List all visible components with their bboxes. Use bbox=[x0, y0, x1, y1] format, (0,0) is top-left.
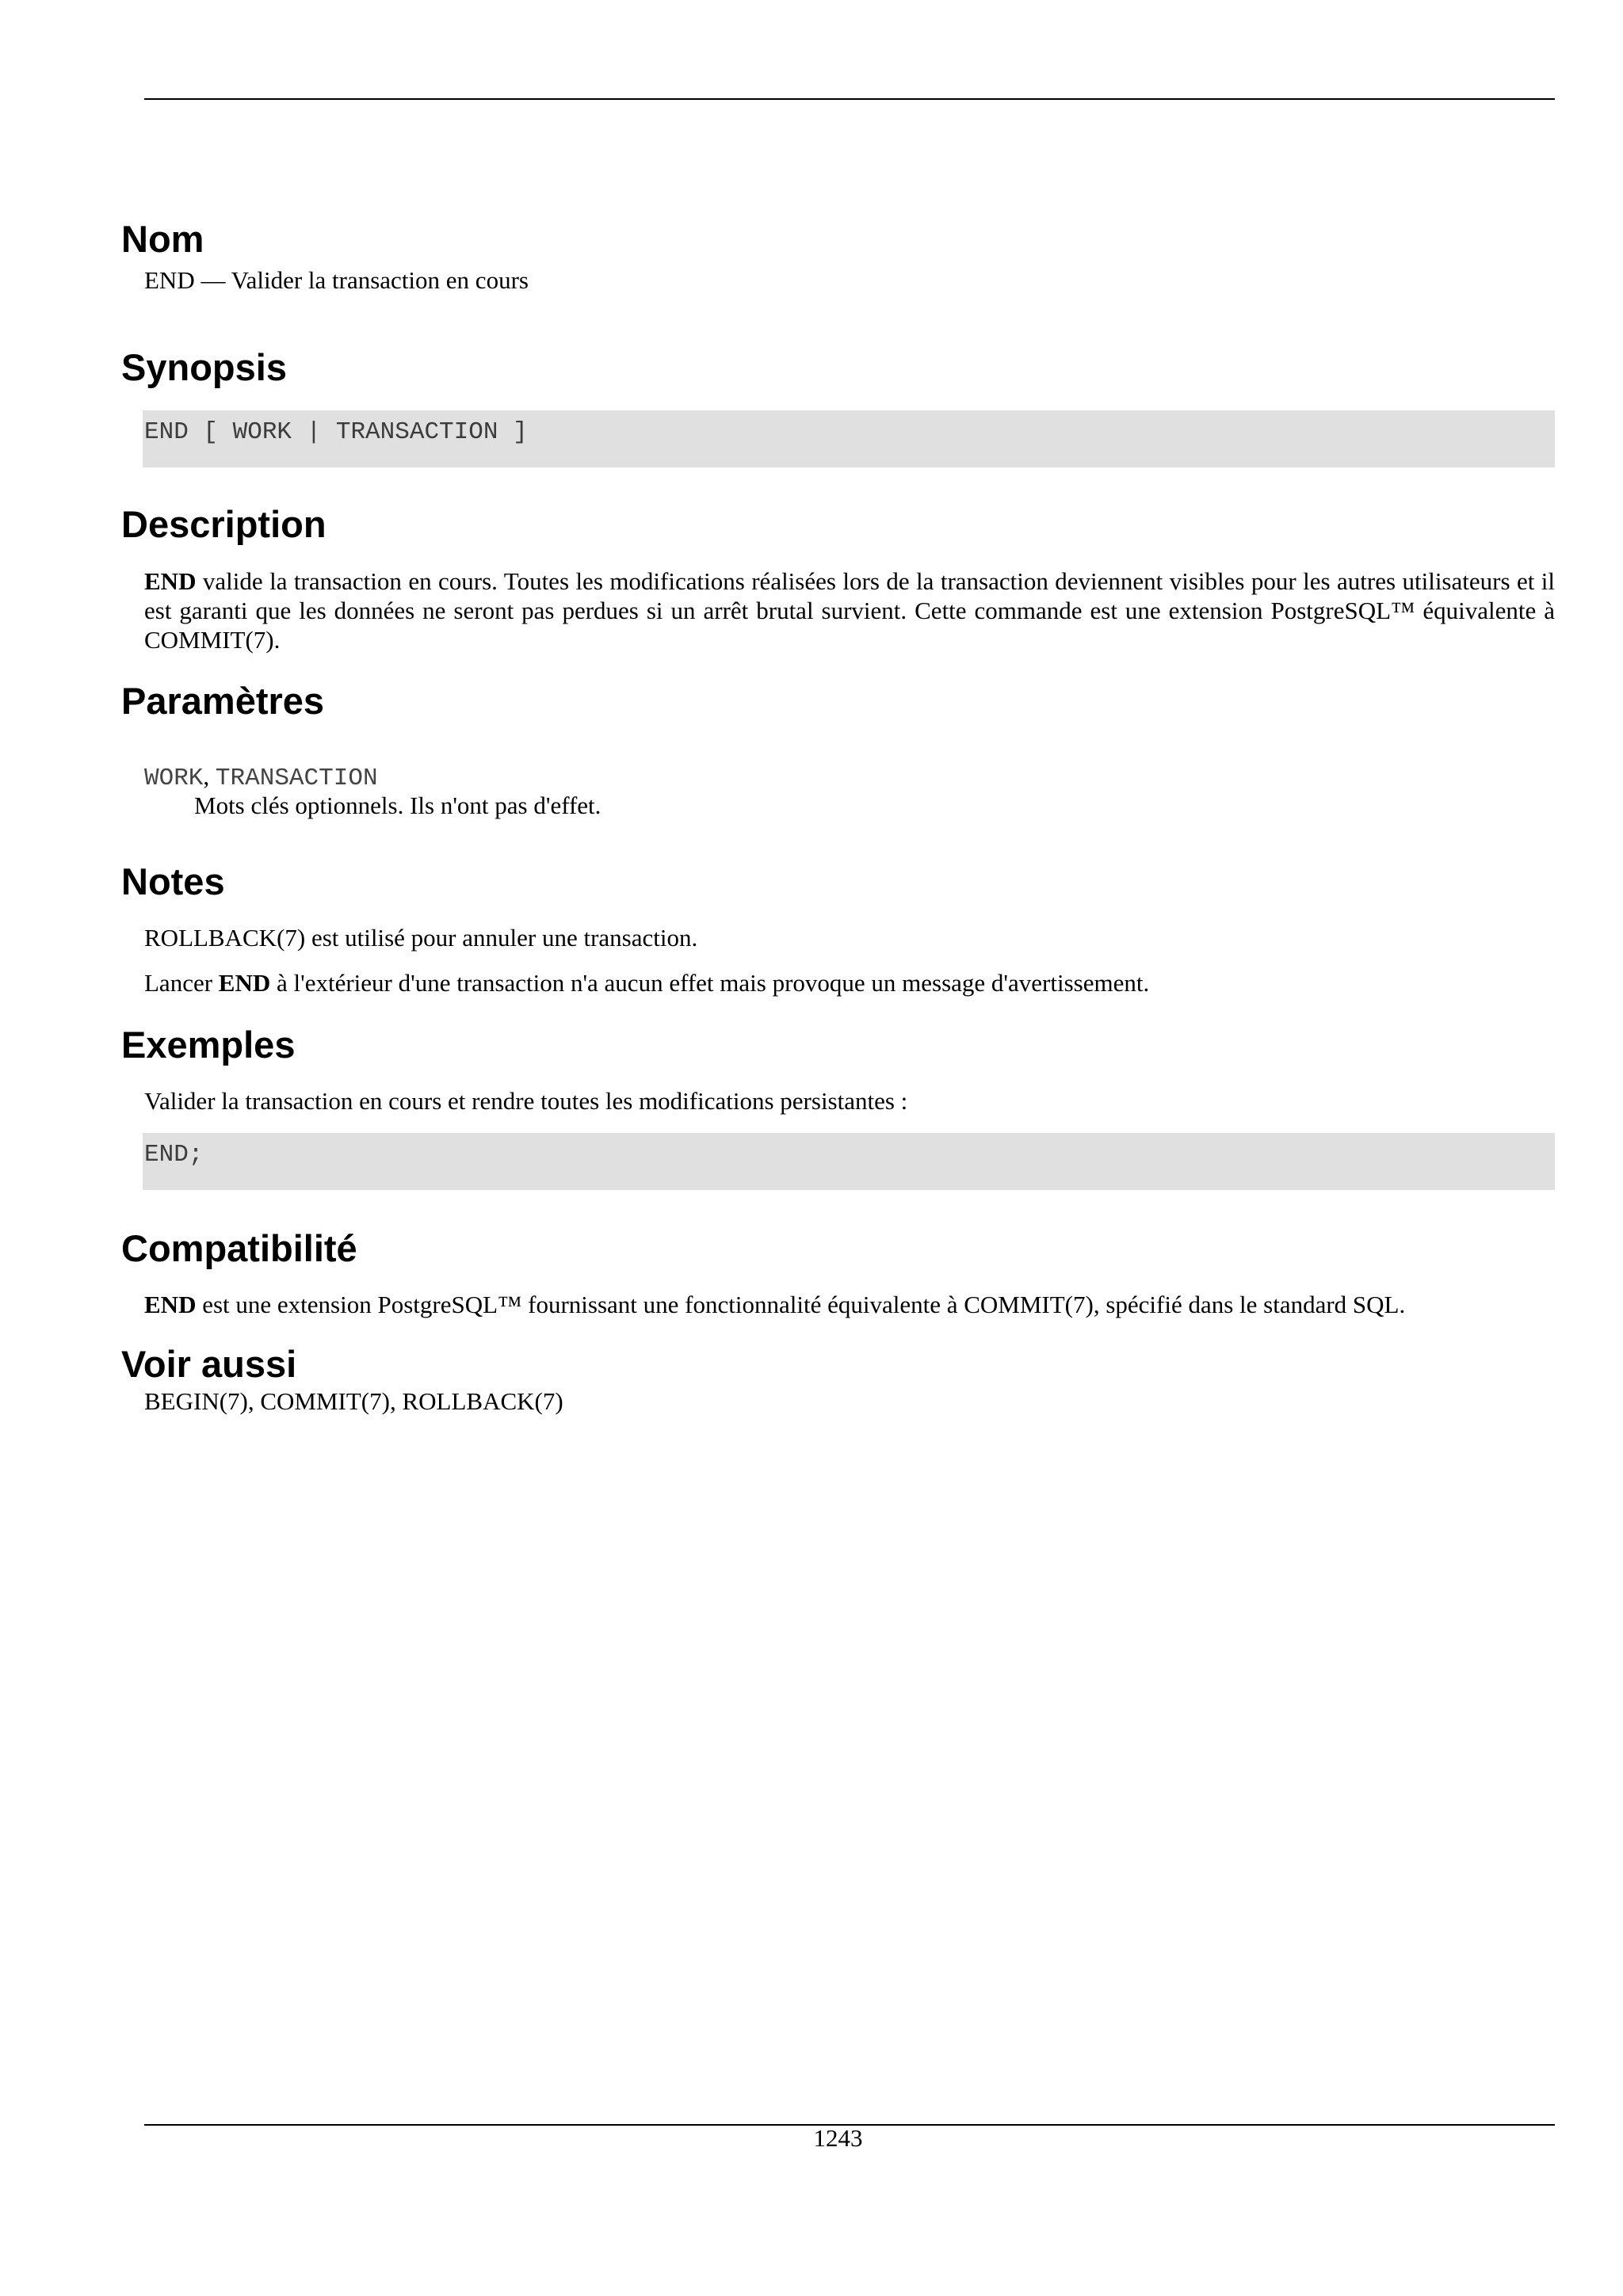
notes-line-2-pre: Lancer bbox=[144, 969, 219, 997]
exemples-text: Valider la transaction en cours et rendre toutes les modifications persistantes : bbox=[144, 1087, 908, 1115]
compatibilite-text: est une extension PostgreSQL™ fournissant une fonctionnalité équivalente à COMMIT(7), spécifié dans le standard SQL. bbox=[196, 1291, 1406, 1318]
voir-aussi-text: BEGIN(7), COMMIT(7), ROLLBACK(7) bbox=[144, 1387, 563, 1415]
parameter-term-work: WORK bbox=[144, 765, 204, 792]
notes-line-2-post: à l'extérieur d'une transaction n'a aucun effet mais provoque un message d'avertissement. bbox=[270, 969, 1150, 997]
heading-exemples: Exemples bbox=[121, 1024, 296, 1066]
notes-line-2-bold: END bbox=[218, 969, 271, 997]
heading-compatibilite: Compatibilité bbox=[121, 1227, 357, 1269]
heading-synopsis: Synopsis bbox=[121, 346, 287, 388]
notes-line-2 bbox=[144, 968, 1149, 997]
heading-parametres: Paramètres bbox=[121, 680, 325, 722]
heading-notes: Notes bbox=[121, 860, 225, 902]
header-rule bbox=[144, 98, 1555, 100]
compatibilite-paragraph bbox=[144, 1290, 1405, 1319]
description-text: valide la transaction en cours. Toutes les modifications réalisées lors de la transaction deviennent visibles pour les autres utilisateurs et il est garanti que les données ne seront pas perdues si un arrêt brutal survient. Cette commande est une extension PostgreSQL™ équivalente à COMMIT(7). bbox=[144, 567, 1555, 654]
parameter-term-separator: , bbox=[203, 762, 216, 790]
heading-description: Description bbox=[121, 503, 327, 545]
parameter-definition: Mots clés optionnels. Ils n'ont pas d'effet. bbox=[194, 791, 601, 819]
synopsis-code-block: END [ WORK | TRANSACTION ] bbox=[143, 410, 1555, 467]
description-paragraph bbox=[144, 566, 1555, 654]
nom-text: END — Valider la transaction en cours bbox=[144, 266, 529, 294]
parameter-term-transaction: TRANSACTION bbox=[215, 765, 378, 792]
exemples-code-block: END; bbox=[143, 1133, 1555, 1190]
heading-voir-aussi: Voir aussi bbox=[121, 1343, 297, 1385]
heading-nom: Nom bbox=[121, 218, 204, 260]
description-bold-term: END bbox=[144, 567, 197, 595]
page-number: 1243 bbox=[813, 2124, 863, 2152]
parameter-term bbox=[144, 761, 378, 793]
notes-line-1: ROLLBACK(7) est utilisé pour annuler une transaction. bbox=[144, 924, 698, 952]
compatibilite-bold-term: END bbox=[144, 1291, 197, 1318]
